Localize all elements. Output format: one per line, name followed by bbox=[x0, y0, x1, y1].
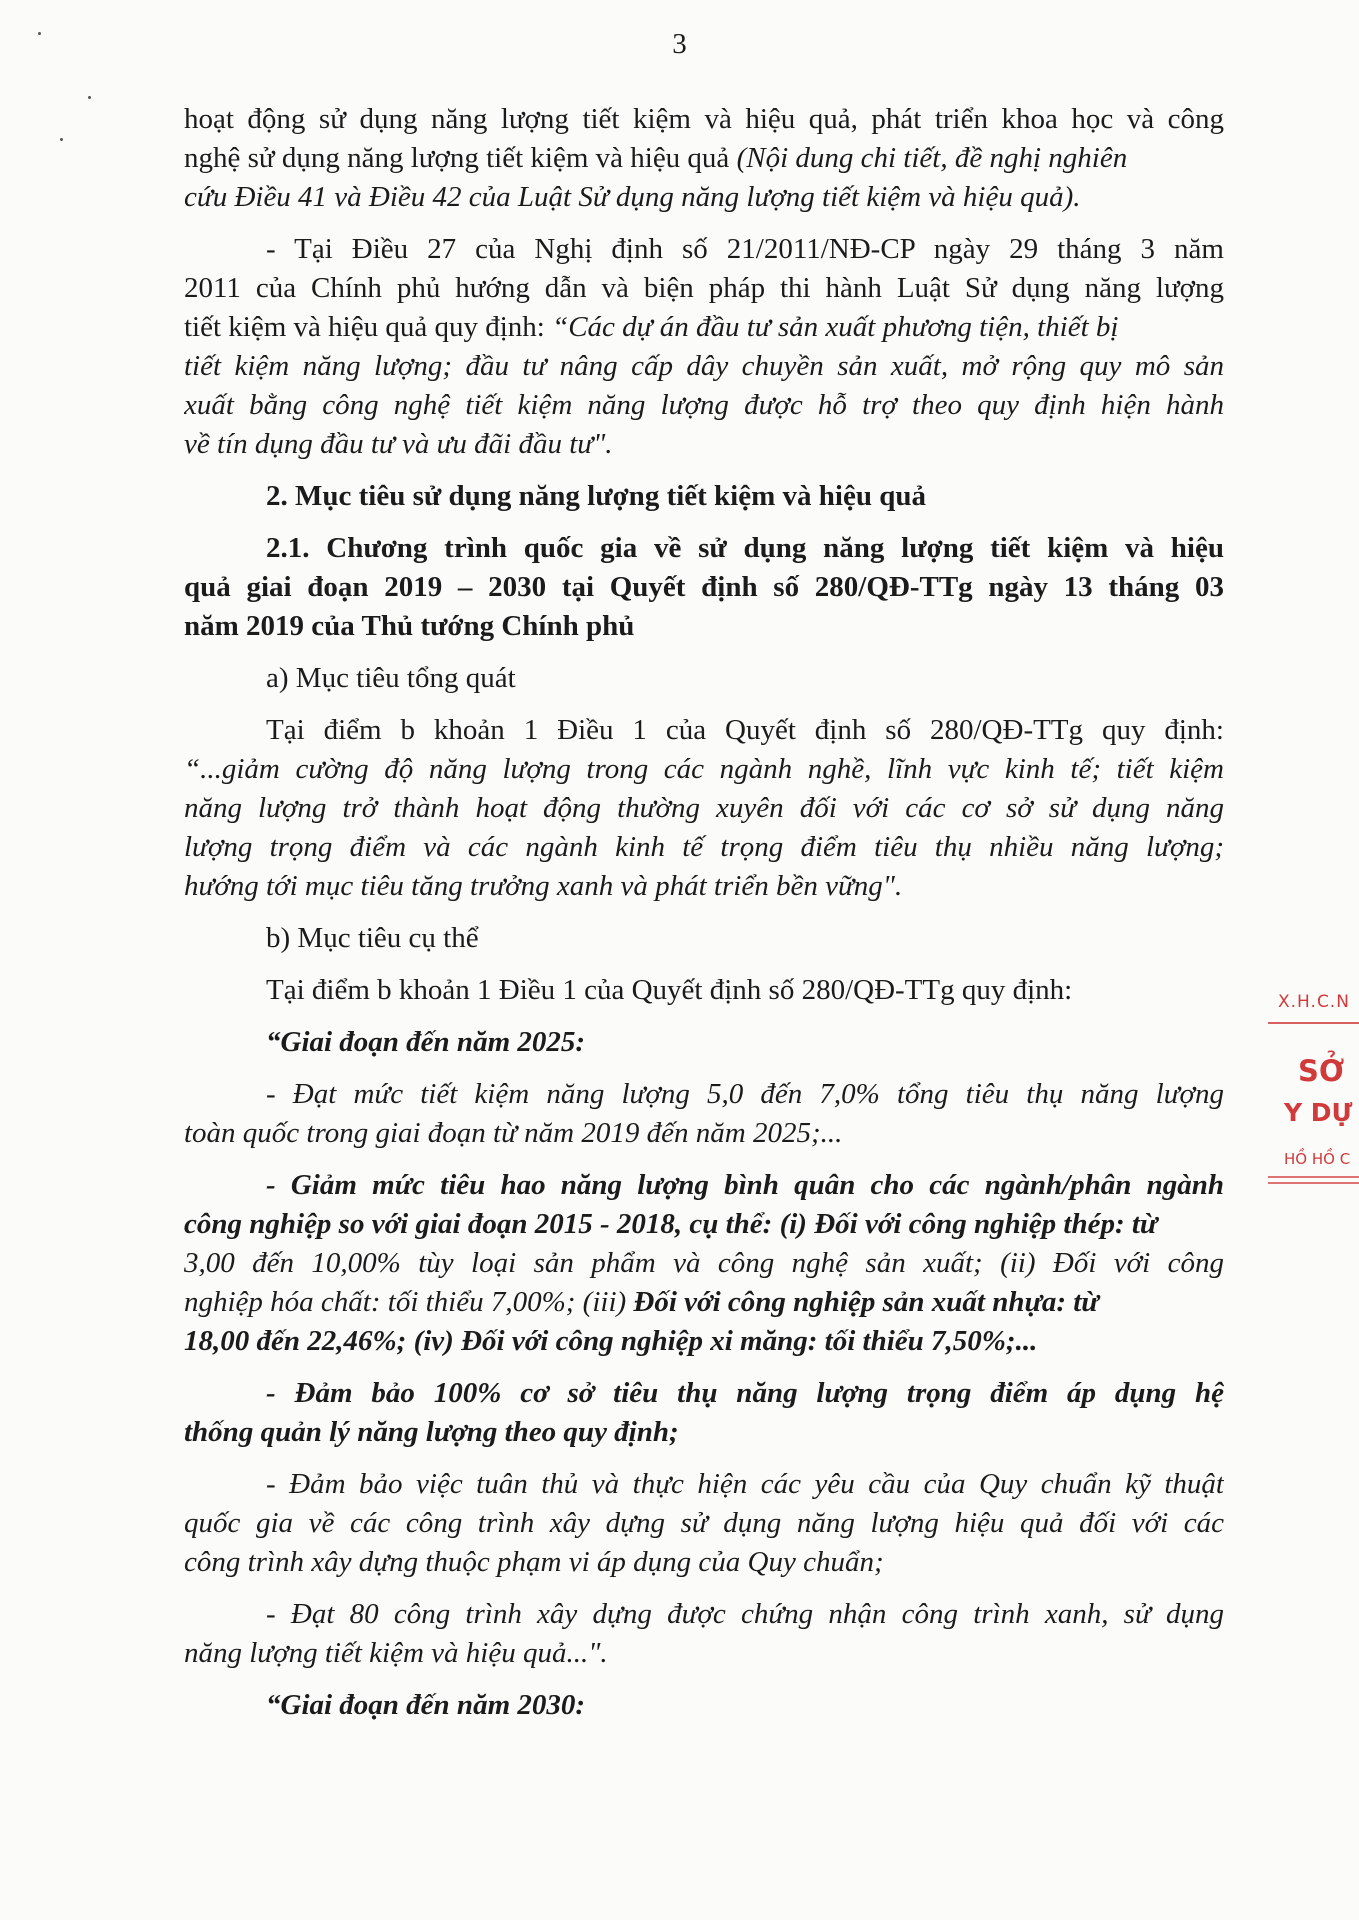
text-line bbox=[184, 1595, 1224, 1634]
text-line-content: tiết kiệm năng lượng; đầu tư nâng cấp dây chuyền sản xuất, mở rộng quy mô sản bbox=[184, 350, 1224, 382]
text-line-content: năm 2019 của Thủ tướng Chính phủ bbox=[184, 610, 635, 642]
text-line bbox=[184, 477, 1224, 516]
red-stamp-seal bbox=[1262, 982, 1359, 1202]
text-line bbox=[184, 386, 1224, 425]
scan-speck bbox=[60, 138, 63, 141]
text-line bbox=[184, 178, 1224, 217]
text-line bbox=[184, 711, 1224, 750]
text-line-content: công nghiệp so với giai đoạn 2015 - 2018, bbox=[184, 1208, 690, 1240]
text-line-tail: Đối với công nghiệp xi măng: tối thiểu 7,50%;... bbox=[461, 1325, 1038, 1357]
text-line-content: năng lượng tiết kiệm và hiệu quả...". bbox=[184, 1637, 608, 1669]
text-line bbox=[184, 1023, 1224, 1062]
text-line bbox=[184, 308, 1224, 347]
text-line-content: - Đạt 80 công trình xây dựng được chứng nhận công trình xanh, sử dụng bbox=[266, 1598, 1224, 1630]
stamp-bottom-text: HỒ HỒ C bbox=[1284, 1150, 1351, 1168]
text-line-content: 18,00 đến 22,46%; bbox=[184, 1325, 414, 1357]
text-line bbox=[184, 1075, 1224, 1114]
text-line bbox=[184, 1686, 1224, 1725]
text-line-content: - Đạt mức tiết kiệm năng lượng 5,0 đến 7,0% tổng tiêu thụ năng lượng bbox=[266, 1078, 1224, 1110]
text-line-content: - Đảm bảo việc tuân thủ và thực hiện các yêu cầu của Quy chuẩn kỹ thuật bbox=[266, 1468, 1224, 1500]
text-line bbox=[184, 971, 1224, 1010]
text-line-content: - Tại Điều 27 của Nghị định số 21/2011/NĐ-CP ngày 29 tháng 3 năm bbox=[266, 233, 1224, 265]
text-line bbox=[184, 1283, 1224, 1322]
text-line-content: “Giai đoạn đến năm 2030: bbox=[266, 1689, 586, 1721]
text-line bbox=[184, 1244, 1224, 1283]
text-line bbox=[184, 1413, 1224, 1452]
text-line bbox=[184, 659, 1224, 698]
text-line-tail: cụ thể: (i) Đối với công nghiệp thép: từ bbox=[689, 1208, 1158, 1240]
text-line bbox=[184, 789, 1224, 828]
text-line-content: toàn quốc trong giai đoạn từ năm 2019 đến năm 2025;... bbox=[184, 1117, 843, 1149]
page-number: 3 bbox=[672, 28, 687, 60]
text-line-content: a) Mục tiêu tổng quát bbox=[266, 662, 516, 694]
text-line-tail: “Các dự án đầu tư sản xuất phương tiện, thiết bị bbox=[552, 311, 1119, 343]
text-line bbox=[184, 607, 1224, 646]
text-line-content: nghiệp hóa chất: tối thiểu 7,00%; (iii) bbox=[184, 1286, 634, 1318]
text-line bbox=[184, 1634, 1224, 1673]
text-line bbox=[184, 529, 1224, 568]
text-line bbox=[184, 230, 1224, 269]
text-line bbox=[184, 100, 1224, 139]
text-line bbox=[184, 867, 1224, 906]
text-line-content: Tại điểm b khoản 1 Điều 1 của Quyết định số 280/QĐ-TTg quy định: bbox=[266, 974, 1073, 1006]
text-line-content: năng lượng trở thành hoạt động thường xuyên đối với các cơ sở sử dụng năng bbox=[184, 792, 1224, 824]
text-line bbox=[184, 1465, 1224, 1504]
scan-speck bbox=[38, 32, 41, 35]
stamp-double-line bbox=[1268, 1176, 1359, 1184]
stamp-big-text: SỞ bbox=[1298, 1054, 1345, 1088]
stamp-top-text: X.H.C.N bbox=[1278, 992, 1350, 1012]
text-line bbox=[184, 1205, 1224, 1244]
text-line-content: 2011 của Chính phủ hướng dẫn và biện pháp thi hành Luật Sử dụng năng lượng bbox=[184, 272, 1224, 304]
text-line-content: b) Mục tiêu cụ thể bbox=[266, 922, 479, 954]
text-line bbox=[184, 750, 1224, 789]
text-line bbox=[184, 139, 1224, 178]
text-line-tail: (iv) bbox=[413, 1325, 462, 1357]
stamp-divider bbox=[1268, 1022, 1359, 1024]
text-line bbox=[184, 1374, 1224, 1413]
text-line bbox=[184, 347, 1224, 386]
text-line-content: 2.1. Chương trình quốc gia về sử dụng năng lượng tiết kiệm và hiệu bbox=[266, 532, 1224, 564]
text-line-content: Tại điểm b khoản 1 Điều 1 của Quyết định số 280/QĐ-TTg quy định: bbox=[266, 714, 1224, 746]
text-line-content: “...giảm cường độ năng lượng trong các ngành nghề, lĩnh vực kinh tế; tiết kiệm bbox=[184, 753, 1224, 785]
text-line-content: hướng tới mục tiêu tăng trưởng xanh và phát triển bền vững". bbox=[184, 870, 903, 902]
text-line-content: xuất bằng công nghệ tiết kiệm năng lượng được hỗ trợ theo quy định hiện hành bbox=[184, 389, 1224, 421]
text-line bbox=[184, 1322, 1224, 1361]
text-line bbox=[184, 1543, 1224, 1582]
text-line-content: “Giai đoạn đến năm 2025: bbox=[266, 1026, 586, 1058]
text-line-content: 2. Mục tiêu sử dụng năng lượng tiết kiệm và hiệu quả bbox=[266, 480, 926, 512]
text-line bbox=[184, 269, 1224, 308]
stamp-mid-text: Y DỰ bbox=[1284, 1098, 1353, 1127]
text-line-content: cứu Điều 41 và Điều 42 của Luật Sử dụng năng lượng tiết kiệm và hiệu quả). bbox=[184, 181, 1081, 213]
text-line-content: quả giai đoạn 2019 – 2030 tại Quyết định số 280/QĐ-TTg ngày 13 tháng 03 bbox=[184, 571, 1224, 603]
text-line bbox=[184, 1504, 1224, 1543]
text-line bbox=[184, 425, 1224, 464]
text-line-content: - Giảm mức tiêu hao năng lượng bình quân cho các ngành/phân ngành bbox=[266, 1169, 1224, 1201]
text-line-content: nghệ sử dụng năng lượng tiết kiệm và hiệu quả bbox=[184, 142, 737, 174]
text-line-content: về tín dụng đầu tư và ưu đãi đầu tư". bbox=[184, 428, 613, 460]
text-line-tail: (Nội dung chi tiết, đề nghị nghiên bbox=[736, 142, 1128, 174]
text-line-tail: Đối với công nghiệp sản xuất nhựa: từ bbox=[633, 1286, 1099, 1318]
text-line-content: công trình xây dựng thuộc phạm vi áp dụng của Quy chuẩn; bbox=[184, 1546, 884, 1578]
text-line bbox=[184, 828, 1224, 867]
text-line-content: thống quản lý năng lượng theo quy định; bbox=[184, 1416, 679, 1448]
text-line-content: tiết kiệm và hiệu quả quy định: bbox=[184, 311, 553, 343]
scan-speck bbox=[88, 96, 91, 99]
text-line bbox=[184, 1114, 1224, 1153]
text-line bbox=[184, 1166, 1224, 1205]
text-line bbox=[184, 919, 1224, 958]
text-line-content: 3,00 đến 10,00% tùy loại sản phẩm và công nghệ sản xuất; (ii) Đối với công bbox=[184, 1247, 1224, 1279]
text-line-content: - Đảm bảo 100% cơ sở tiêu thụ năng lượng trọng điểm áp dụng hệ bbox=[266, 1377, 1224, 1409]
text-line-content: lượng trọng điểm và các ngành kinh tế trọng điểm tiêu thụ nhiều năng lượng; bbox=[184, 831, 1224, 863]
text-line-content: quốc gia về các công trình xây dựng sử dụng năng lượng hiệu quả đối với các bbox=[184, 1507, 1224, 1539]
text-line bbox=[184, 568, 1224, 607]
text-line-content: hoạt động sử dụng năng lượng tiết kiệm và hiệu quả, phát triển khoa học và công bbox=[184, 103, 1224, 135]
